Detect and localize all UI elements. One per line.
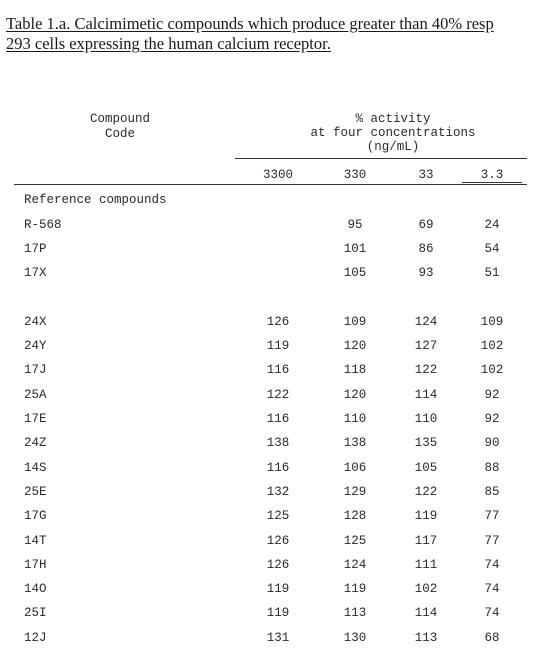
header-rule bbox=[235, 158, 527, 159]
table-row bbox=[0, 388, 549, 404]
activity-value-cell: 77 bbox=[484, 534, 500, 548]
table-row bbox=[0, 485, 549, 501]
compound-code-cell: 17X bbox=[24, 266, 47, 280]
activity-header bbox=[258, 112, 528, 154]
table-row bbox=[0, 363, 549, 379]
activity-value-cell: 105 bbox=[414, 461, 438, 475]
compound-code-cell: 14T bbox=[24, 534, 47, 548]
activity-value-cell: 129 bbox=[343, 485, 367, 499]
compound-header-line-2: Code bbox=[104, 127, 135, 141]
compound-code-cell: 25E bbox=[24, 485, 47, 499]
activity-value-cell: 120 bbox=[343, 339, 367, 353]
activity-value-cell: 88 bbox=[484, 461, 500, 475]
activity-value-cell: 138 bbox=[266, 436, 290, 450]
activity-value-cell: 69 bbox=[418, 218, 434, 232]
activity-header-line-3: (ng/mL) bbox=[366, 140, 420, 154]
table-row bbox=[0, 266, 549, 282]
activity-value-cell: 126 bbox=[266, 558, 290, 572]
activity-value-cell: 105 bbox=[343, 266, 367, 280]
compound-code-cell: 14S bbox=[24, 461, 47, 475]
activity-value-cell: 128 bbox=[343, 509, 367, 523]
activity-value-cell: 101 bbox=[343, 242, 367, 256]
table-row bbox=[0, 534, 549, 550]
table-row bbox=[0, 218, 549, 234]
activity-value-cell: 138 bbox=[343, 436, 367, 450]
compound-code-cell: 24Z bbox=[24, 436, 47, 450]
compound-code-cell: R-568 bbox=[24, 218, 62, 232]
activity-value-cell: 124 bbox=[414, 315, 438, 329]
activity-value-cell: 116 bbox=[266, 363, 290, 377]
activity-value-cell: 132 bbox=[266, 485, 290, 499]
activity-value-cell: 118 bbox=[343, 363, 367, 377]
activity-value-cell: 119 bbox=[414, 509, 438, 523]
activity-value-cell: 92 bbox=[484, 412, 500, 426]
compound-code-cell: 17P bbox=[24, 242, 47, 256]
caption-line-2: 293 cells expressing the human calcium receptor. bbox=[6, 34, 331, 53]
activity-value-cell: 74 bbox=[484, 606, 500, 620]
activity-value-cell: 95 bbox=[347, 218, 363, 232]
table-row bbox=[0, 436, 549, 452]
table-row bbox=[0, 606, 549, 622]
table-row bbox=[0, 315, 549, 331]
compound-code-cell: 17J bbox=[24, 363, 47, 377]
activity-value-cell: 85 bbox=[484, 485, 500, 499]
concentration-header: 33 bbox=[418, 168, 434, 182]
activity-value-cell: 93 bbox=[418, 266, 434, 280]
activity-value-cell: 110 bbox=[414, 412, 438, 426]
activity-value-cell: 125 bbox=[266, 509, 290, 523]
table-row bbox=[0, 412, 549, 428]
compound-header-line-1: Compound bbox=[89, 112, 150, 126]
activity-value-cell: 122 bbox=[414, 363, 438, 377]
activity-value-cell: 119 bbox=[266, 582, 290, 596]
activity-value-cell: 102 bbox=[480, 363, 504, 377]
activity-value-cell: 120 bbox=[343, 388, 367, 402]
activity-value-cell: 90 bbox=[484, 436, 500, 450]
activity-value-cell: 68 bbox=[484, 631, 500, 645]
activity-value-cell: 74 bbox=[484, 558, 500, 572]
activity-value-cell: 135 bbox=[414, 436, 438, 450]
compound-code-cell: 25I bbox=[24, 606, 47, 620]
activity-value-cell: 111 bbox=[414, 558, 438, 572]
table-row bbox=[0, 242, 549, 258]
activity-value-cell: 116 bbox=[266, 412, 290, 426]
activity-value-cell: 74 bbox=[484, 582, 500, 596]
activity-value-cell: 119 bbox=[343, 582, 367, 596]
activity-value-cell: 119 bbox=[266, 339, 290, 353]
activity-value-cell: 106 bbox=[343, 461, 367, 475]
activity-value-cell: 125 bbox=[343, 534, 367, 548]
activity-value-cell: 113 bbox=[343, 606, 367, 620]
concentration-header: 3300 bbox=[262, 168, 293, 182]
table-row bbox=[0, 339, 549, 355]
caption-line-1: Table 1.a. Calcimimetic compounds which produce greater than 40% resp bbox=[6, 14, 494, 33]
activity-value-cell: 126 bbox=[266, 315, 290, 329]
activity-value-cell: 51 bbox=[484, 266, 500, 280]
activity-value-cell: 109 bbox=[343, 315, 367, 329]
table-row bbox=[0, 631, 549, 647]
compound-code-cell: 24Y bbox=[24, 339, 47, 353]
activity-value-cell: 117 bbox=[414, 534, 438, 548]
activity-value-cell: 102 bbox=[480, 339, 504, 353]
activity-value-cell: 122 bbox=[266, 388, 290, 402]
activity-header-line-2: at four concentrations bbox=[310, 126, 476, 140]
compound-code-cell: 17H bbox=[24, 558, 47, 572]
activity-value-cell: 77 bbox=[484, 509, 500, 523]
activity-value-cell: 114 bbox=[414, 606, 438, 620]
table-row bbox=[0, 558, 549, 574]
compound-code-cell: 25A bbox=[24, 388, 47, 402]
reference-compounds-label: Reference compounds bbox=[24, 193, 167, 207]
compound-code-cell: 17G bbox=[24, 509, 47, 523]
activity-value-cell: 102 bbox=[414, 582, 438, 596]
compound-code-cell: 12J bbox=[24, 631, 47, 645]
table-row bbox=[0, 509, 549, 525]
concentration-header: 330 bbox=[343, 168, 367, 182]
activity-value-cell: 54 bbox=[484, 242, 500, 256]
table-caption bbox=[6, 14, 549, 54]
table-row bbox=[0, 582, 549, 598]
table-row bbox=[0, 461, 549, 477]
activity-value-cell: 127 bbox=[414, 339, 438, 353]
activity-header-line-1: % activity bbox=[355, 112, 431, 126]
activity-value-cell: 113 bbox=[414, 631, 438, 645]
activity-value-cell: 110 bbox=[343, 412, 367, 426]
compound-code-cell: 17E bbox=[24, 412, 47, 426]
concentration-header: 3.3 bbox=[462, 168, 522, 183]
compound-code-cell: 24X bbox=[24, 315, 47, 329]
activity-value-cell: 126 bbox=[266, 534, 290, 548]
activity-value-cell: 116 bbox=[266, 461, 290, 475]
activity-value-cell: 119 bbox=[266, 606, 290, 620]
activity-value-cell: 92 bbox=[484, 388, 500, 402]
activity-value-cell: 114 bbox=[414, 388, 438, 402]
column-header-rule bbox=[14, 184, 527, 185]
activity-value-cell: 130 bbox=[343, 631, 367, 645]
activity-value-cell: 131 bbox=[266, 631, 290, 645]
activity-value-cell: 124 bbox=[343, 558, 367, 572]
activity-value-cell: 86 bbox=[418, 242, 434, 256]
activity-value-cell: 122 bbox=[414, 485, 438, 499]
activity-value-cell: 109 bbox=[480, 315, 504, 329]
compound-code-cell: 14O bbox=[24, 582, 47, 596]
activity-value-cell: 24 bbox=[484, 218, 500, 232]
compound-code-header bbox=[70, 112, 170, 142]
